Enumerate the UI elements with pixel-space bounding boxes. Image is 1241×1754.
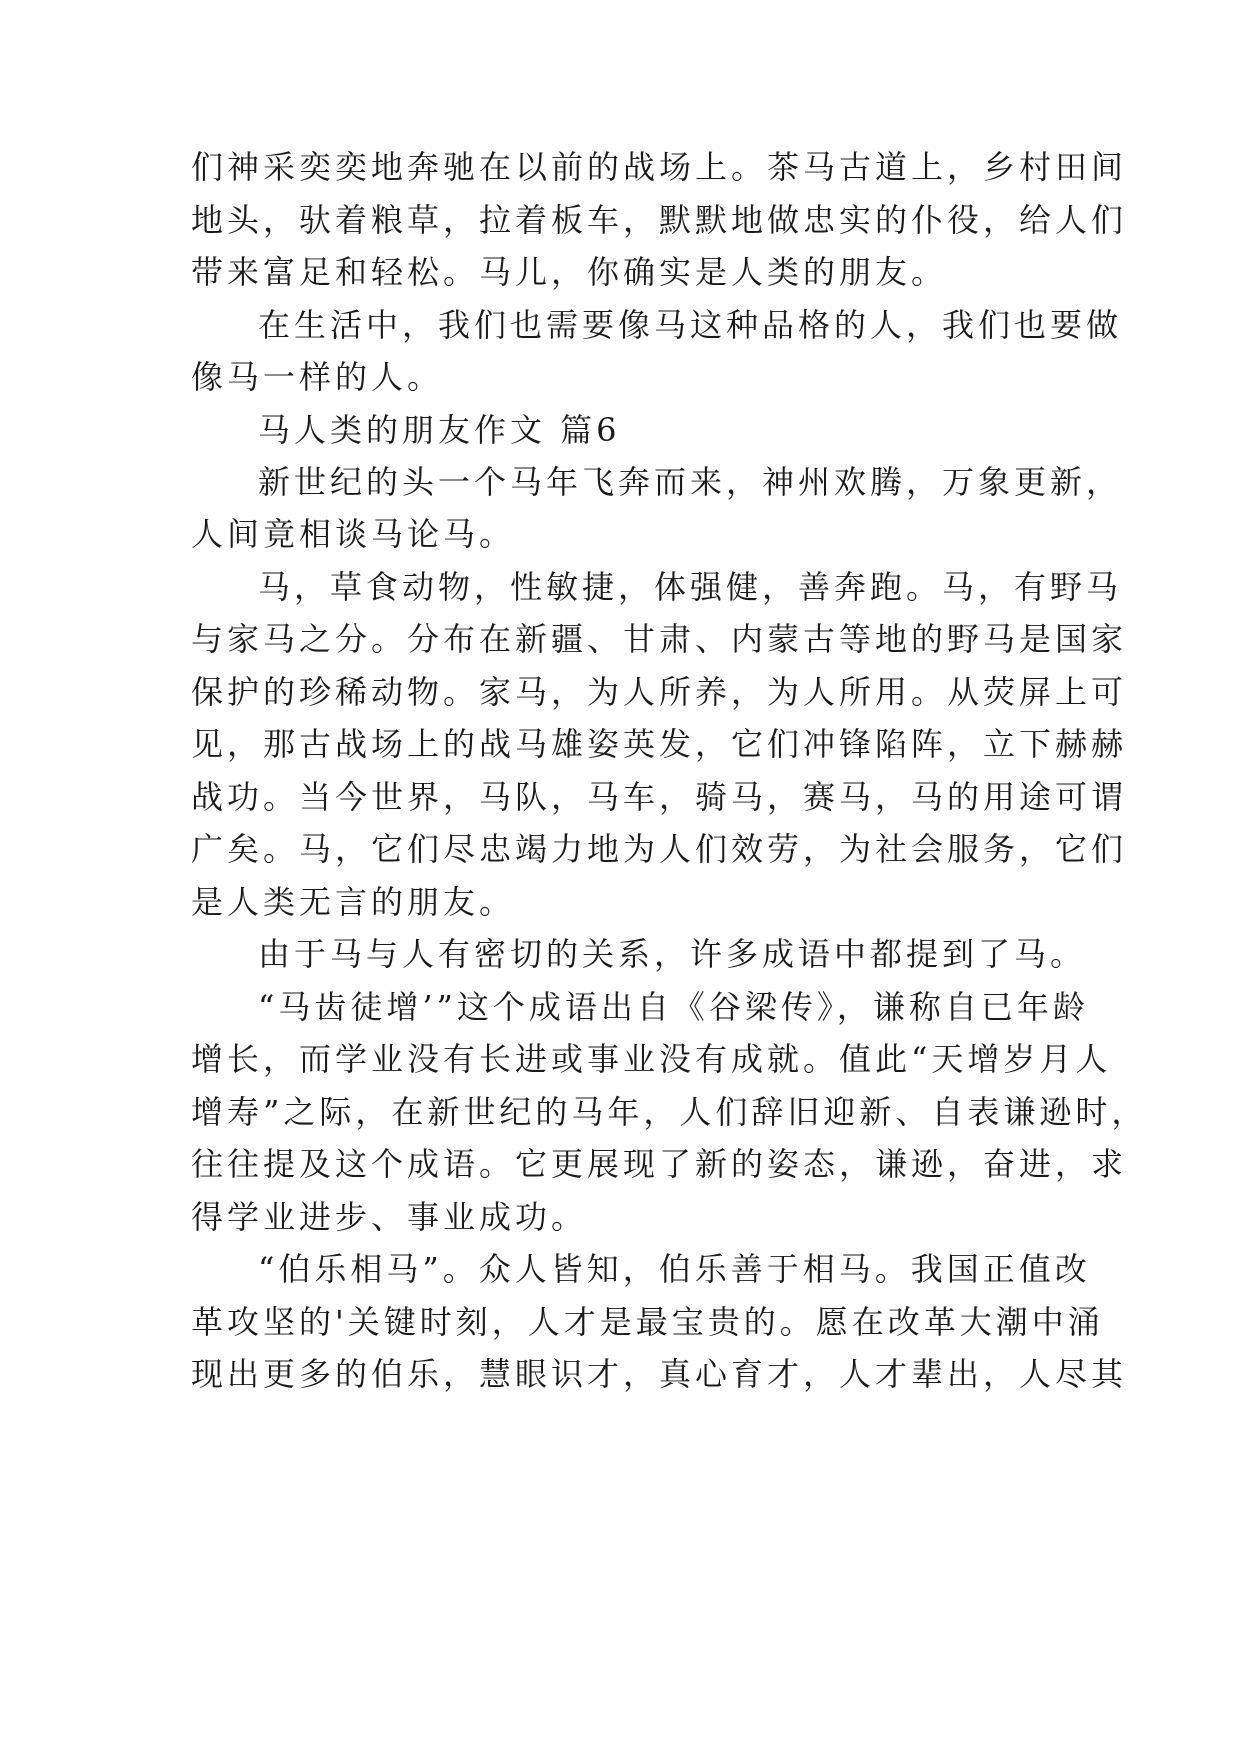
text-line: 人间竟相谈马论马。 bbox=[191, 515, 516, 553]
text-line: 保护的珍稀动物。家马，为人所养，为人所用。从荧屏上可 bbox=[191, 673, 1128, 711]
text-line: 广矣。马，它们尽忠竭力地为人们效劳，为社会服务，它们 bbox=[191, 830, 1128, 868]
text-line: 得学业进步、事业成功。 bbox=[191, 1198, 588, 1236]
section-heading: 马人类的朋友作文 篇6 bbox=[258, 411, 621, 449]
paragraph-first-line: 新世纪的头一个马年飞奔而来，神州欢腾，万象更新， bbox=[258, 463, 1123, 501]
text-line: 见，那古战场上的战马雄姿英发，它们冲锋陷阵，立下赫赫 bbox=[191, 725, 1128, 763]
text-line: 像马一样的人。 bbox=[191, 358, 444, 396]
text-line: 增寿”之际，在新世纪的马年，人们辞旧迎新、自表谦逊时， bbox=[191, 1093, 1148, 1131]
text-line: 战功。当今世界，马队，马车，骑马，赛马，马的用途可谓 bbox=[191, 778, 1128, 816]
paragraph-first-line: “马齿徒增’”这个成语出自《谷梁传》，谦称自已年龄 bbox=[258, 988, 1089, 1026]
text-line: 增长，而学业没有长进或事业没有成就。值此“天增岁月人 bbox=[191, 1040, 1112, 1078]
text-line: 是人类无言的朋友。 bbox=[191, 883, 516, 921]
text-line: 与家马之分。分布在新疆、甘肃、内蒙古等地的野马是国家 bbox=[191, 620, 1128, 658]
paragraph-first-line: “伯乐相马”。众人皆知，伯乐善于相马。我国正值改 bbox=[258, 1250, 1091, 1288]
text-line: 往往提及这个成语。它更展现了新的姿态，谦逊，奋进，求 bbox=[191, 1145, 1128, 1183]
paragraph-first-line: 由于马与人有密切的关系，许多成语中都提到了马。 bbox=[258, 935, 1087, 973]
text-line: 现出更多的伯乐，慧眼识才，真心育才，人才辈出，人尽其 bbox=[191, 1355, 1128, 1393]
text-line: 们神采奕奕地奔驰在以前的战场上。茶马古道上，乡村田间 bbox=[191, 148, 1128, 186]
paragraph-first-line: 在生活中，我们也需要像马这种品格的人，我们也要做 bbox=[258, 306, 1123, 344]
text-line: 地头，驮着粮草，拉着板车，默默地做忠实的仆役，给人们 bbox=[191, 201, 1128, 239]
text-line: 革攻坚的'关键时刻，人才是最宝贵的。愿在改革大潮中涌 bbox=[191, 1303, 1104, 1341]
text-line: 带来富足和轻松。马儿，你确实是人类的朋友。 bbox=[191, 253, 948, 291]
paragraph-first-line: 马，草食动物，性敏捷，体强健，善奔跑。马，有野马 bbox=[258, 568, 1123, 606]
